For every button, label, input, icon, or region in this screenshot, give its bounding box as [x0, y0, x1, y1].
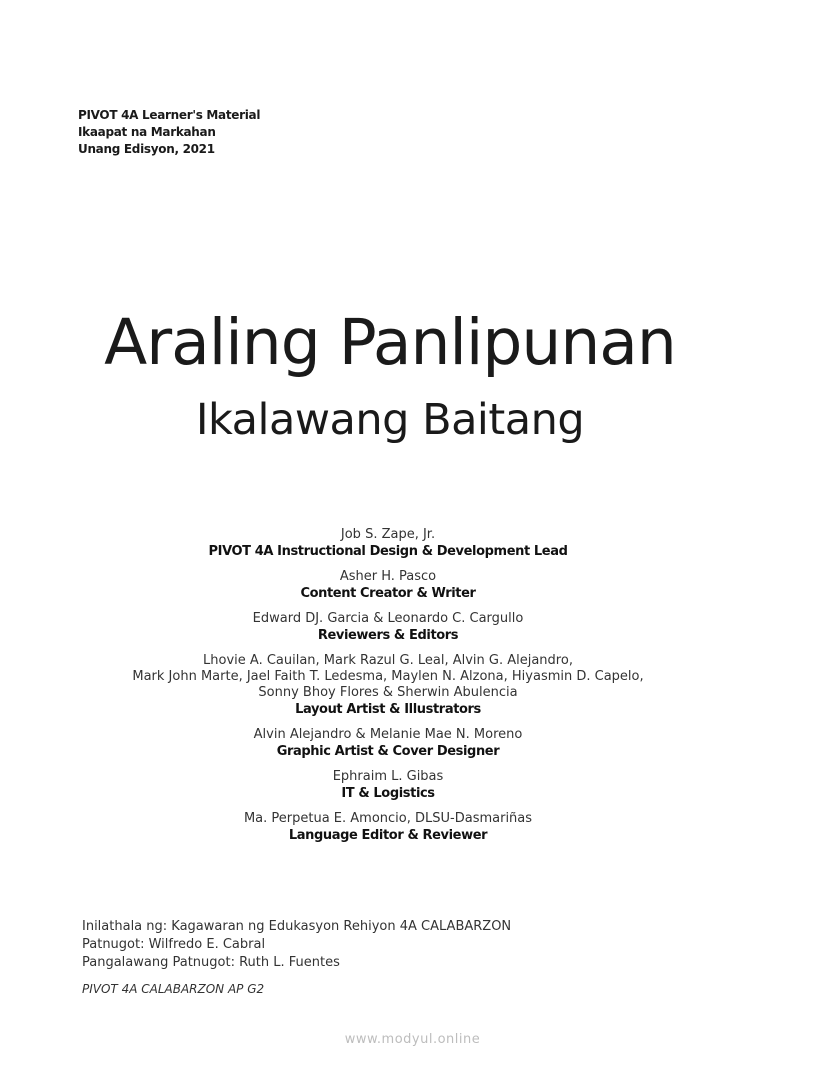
credit-names	[0, 769, 776, 785]
page-title: Araling Panlipunan	[104, 306, 676, 379]
material-code: PIVOT 4A CALABARZON AP G2	[82, 982, 265, 996]
credit-it-logistics	[0, 769, 776, 802]
credit-name-line: Edward DJ. Garcia & Leonardo C. Cargullo	[252, 611, 524, 626]
credit-role: Layout Artist & Illustrators	[295, 702, 481, 717]
watermark: www.modyul.online	[344, 1032, 481, 1047]
credit-names	[0, 569, 776, 585]
credit-role: Graphic Artist & Cover Designer	[276, 744, 500, 759]
credit-names	[0, 653, 776, 701]
credit-role: Content Creator & Writer	[300, 586, 476, 601]
credit-names	[0, 527, 776, 543]
credit-reviewers	[0, 611, 776, 644]
credit-names	[0, 611, 776, 627]
credit-name-line: Ma. Perpetua E. Amoncio, DLSU-Dasmariñas	[243, 811, 533, 826]
credit-role: Reviewers & Editors	[317, 628, 459, 643]
credit-name-line: Job S. Zape, Jr.	[340, 527, 436, 542]
edition-info	[78, 107, 260, 158]
credit-language-editor	[0, 811, 776, 844]
editor-line: Patnugot: Wilfredo E. Cabral	[82, 937, 266, 952]
edition-line-material: PIVOT 4A Learner's Material	[78, 108, 261, 122]
credit-name-line: Sonny Bhoy Flores & Sherwin Abulencia	[258, 685, 518, 700]
credit-name-line: Ephraim L. Gibas	[332, 769, 444, 784]
credit-graphic-artists	[0, 727, 776, 760]
publisher-info	[82, 918, 511, 972]
credit-design-lead	[0, 527, 776, 560]
assistant-editor-line: Pangalawang Patnugot: Ruth L. Fuentes	[82, 955, 340, 970]
publisher-line: Inilathala ng: Kagawaran ng Edukasyon Rehiyon 4A CALABARZON	[82, 919, 512, 934]
credit-names	[0, 811, 776, 827]
credit-name-line: Asher H. Pasco	[339, 569, 437, 584]
page-subtitle: Ikalawang Baitang	[195, 395, 585, 445]
edition-line-edition: Unang Edisyon, 2021	[78, 142, 215, 156]
credit-writer	[0, 569, 776, 602]
credit-name-line: Lhovie A. Cauilan, Mark Razul G. Leal, Alvin G. Alejandro,	[203, 653, 573, 668]
edition-line-quarter: Ikaapat na Markahan	[78, 125, 216, 139]
credit-name-line: Mark John Marte, Jael Faith T. Ledesma, Maylen N. Alzona, Hiyasmin D. Capelo,	[132, 669, 644, 684]
credit-role: Language Editor & Reviewer	[288, 828, 488, 843]
credit-name-line: Alvin Alejandro & Melanie Mae N. Moreno	[253, 727, 523, 742]
credits-section	[0, 527, 776, 853]
credit-layout-artists	[0, 653, 776, 718]
credit-role: IT & Logistics	[341, 786, 435, 801]
credit-role: PIVOT 4A Instructional Design & Development Lead	[208, 544, 568, 559]
credit-names	[0, 727, 776, 743]
